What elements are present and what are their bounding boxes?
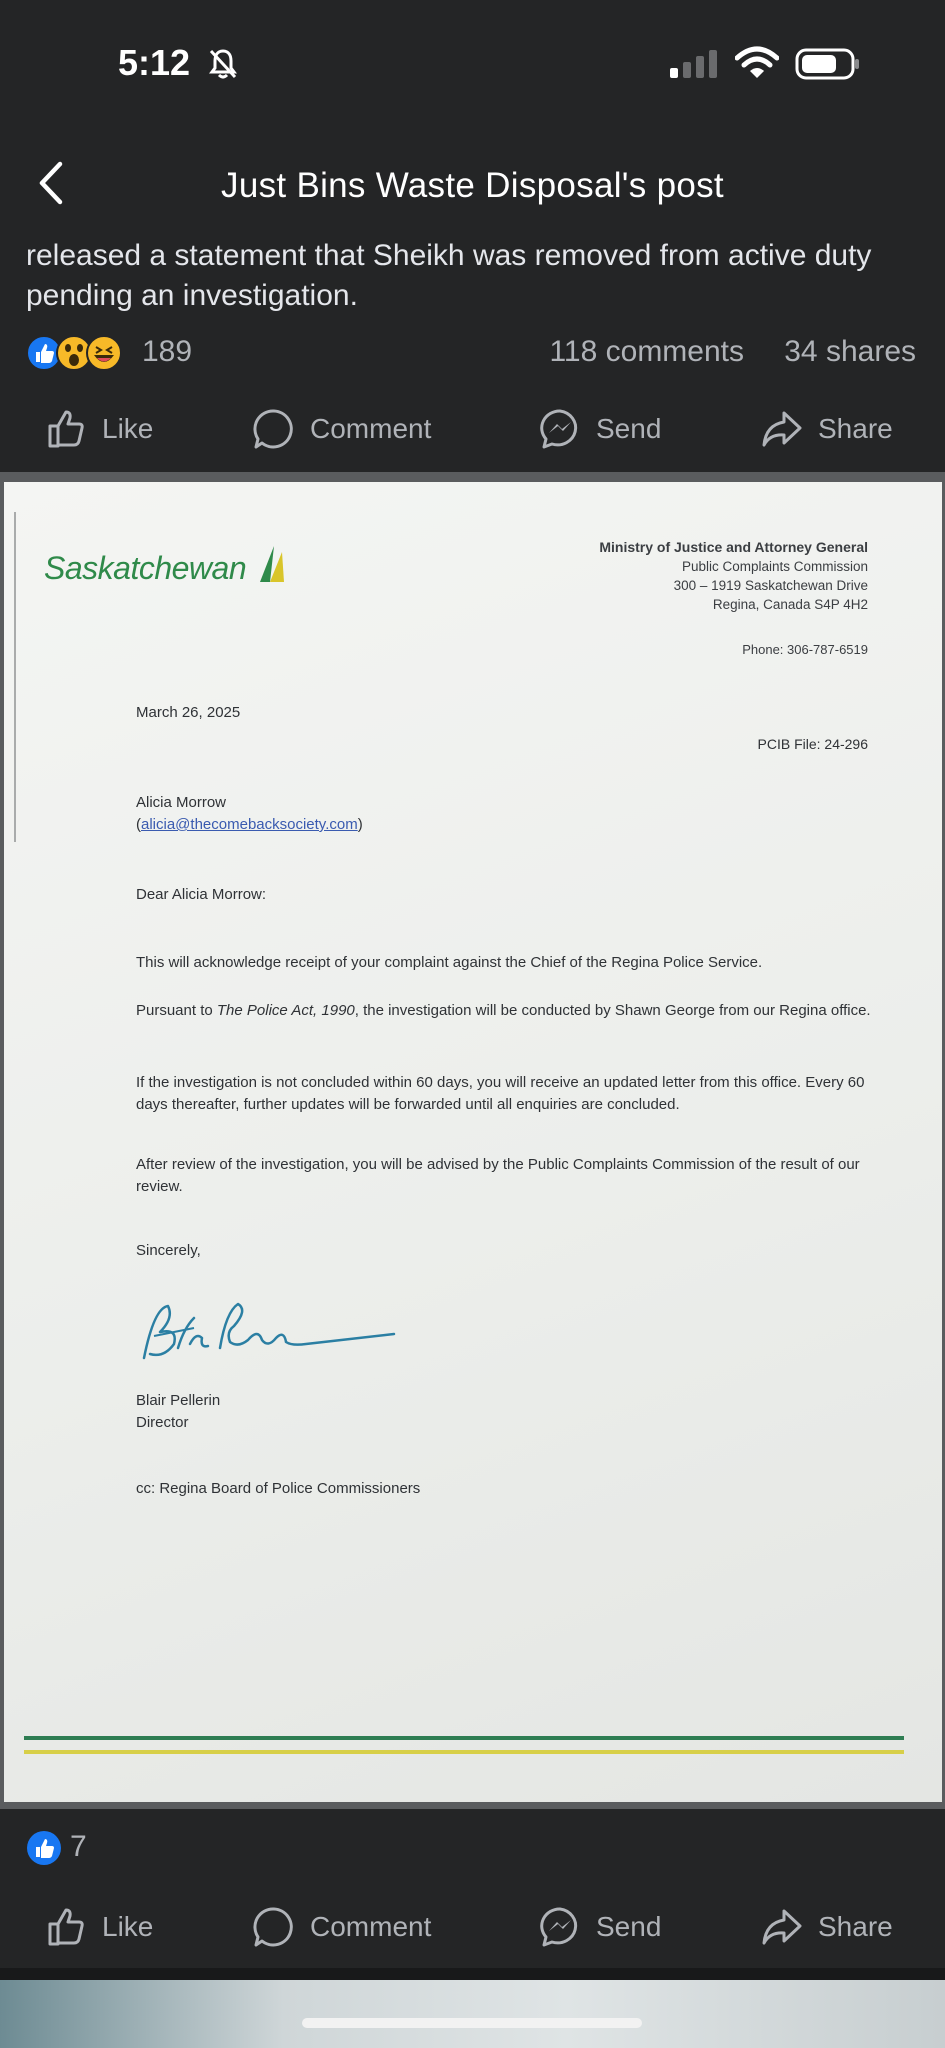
recipient-email: (alicia@thecomebacksociety.com) [136, 816, 363, 833]
home-indicator[interactable] [302, 2018, 642, 2028]
address-line-1: 300 – 1919 Saskatchewan Drive [673, 578, 868, 593]
wow-reaction-icon [57, 336, 91, 370]
post-header [0, 140, 945, 230]
comment-label: Comment [310, 1911, 432, 1942]
messenger-icon [538, 1905, 582, 1949]
photo-share-button[interactable] [760, 1906, 893, 1948]
signer-name: Blair Pellerin [136, 1392, 221, 1409]
paper-edge [4, 512, 16, 842]
closing: Sincerely, [136, 1242, 201, 1259]
like-label: Like [102, 413, 154, 444]
recipient-name: Alicia Morrow [136, 794, 227, 811]
paragraph-1: This will acknowledge receipt of your complaint against the Chief of the Regina Police Service. [136, 954, 763, 971]
ministry-address-block [599, 538, 868, 614]
bell-off-icon [208, 48, 238, 80]
paragraph-2-suffix: , the investigation will be conducted by Shawn George from our Regina office. [354, 1002, 871, 1019]
handwritten-signature [134, 1288, 414, 1378]
post-text: released a statement that Sheikh was removed from active duty pending an investigation. [26, 239, 872, 312]
paragraph-4: After review of the investigation, you will be advised by the Public Complaints Commission of the result of our review. [136, 1156, 860, 1195]
photo-reaction-count: 7 [70, 1830, 87, 1863]
comment-button[interactable] [252, 408, 431, 450]
wheat-sheaf-logo-icon [256, 544, 288, 584]
letter-date: March 26, 2025 [136, 704, 241, 721]
like-button[interactable] [44, 408, 153, 450]
cc-line: cc: Regina Board of Police Commissioners [136, 1480, 421, 1497]
shares-count[interactable]: 34 shares [784, 335, 916, 368]
status-time: 5:12 [118, 42, 191, 83]
paragraph-3: If the investigation is not concluded within 60 days, you will receive an updated letter from this office. Every 60 days thereafter, further updates will be forwarded until all enquiries are concluded. [136, 1074, 865, 1113]
share-label: Share [818, 1911, 893, 1942]
send-label: Send [596, 413, 662, 444]
salutation: Dear Alicia Morrow: [136, 886, 267, 903]
status-bar [0, 0, 945, 130]
messenger-icon [538, 407, 582, 451]
thumbs-up-icon [44, 407, 88, 451]
photo-comment-button[interactable] [252, 1906, 431, 1948]
photo-send-button[interactable] [538, 1906, 661, 1948]
header-title: Just Bins Waste Disposal's post [221, 166, 724, 205]
share-button[interactable] [760, 408, 893, 450]
signer-block [136, 1390, 220, 1434]
paragraph-2 [136, 1000, 876, 1022]
comments-count[interactable]: 118 comments [549, 335, 744, 368]
letter-document [4, 482, 942, 1802]
reaction-count[interactable]: 189 [142, 335, 193, 368]
paragraph-2-prefix: Pursuant to [136, 1002, 217, 1019]
address-line-2: Regina, Canada S4P 4H2 [712, 597, 868, 612]
haha-reaction-icon [87, 336, 121, 370]
send-label: Send [596, 1911, 662, 1942]
post-photo[interactable] [0, 472, 945, 1809]
reactions-row [26, 333, 916, 373]
comment-bubble-icon [252, 407, 296, 451]
wifi-icon [735, 46, 779, 80]
section-divider [0, 1968, 945, 1980]
share-arrow-icon [760, 407, 804, 451]
ministry-name: Ministry of Justice and Attorney General [599, 539, 868, 555]
photo-action-bar [0, 1886, 945, 1966]
like-reaction-icon [26, 1830, 62, 1866]
phone-number: Phone: 306-787-6519 [742, 642, 868, 657]
recipient-email-link: alicia@thecomebacksociety.com [141, 816, 358, 833]
comment-bubble-icon [252, 1905, 296, 1949]
file-number: PCIB File: 24-296 [757, 736, 868, 752]
photo-like-button[interactable] [44, 1906, 153, 1948]
police-act-title: The Police Act, 1990 [216, 1002, 355, 1019]
send-button[interactable] [538, 408, 661, 450]
post-action-bar [0, 388, 945, 468]
footer-line-green [24, 1736, 904, 1740]
footer-line-yellow [24, 1750, 904, 1754]
next-post-preview[interactable] [0, 1980, 945, 2048]
commission-name: Public Complaints Commission [681, 559, 868, 574]
recipient-block [136, 792, 363, 836]
signer-title: Director [136, 1414, 189, 1431]
thumbs-up-icon [44, 1905, 88, 1949]
reaction-icons[interactable] [26, 335, 136, 371]
share-arrow-icon [760, 1905, 804, 1949]
saskatchewan-logo: Saskatchewan [44, 550, 247, 586]
comment-label: Comment [310, 413, 432, 444]
like-reaction-icon [27, 336, 61, 370]
battery-icon [795, 48, 861, 80]
share-label: Share [818, 413, 893, 444]
like-label: Like [102, 1911, 154, 1942]
cellular-signal-icon [670, 50, 720, 78]
